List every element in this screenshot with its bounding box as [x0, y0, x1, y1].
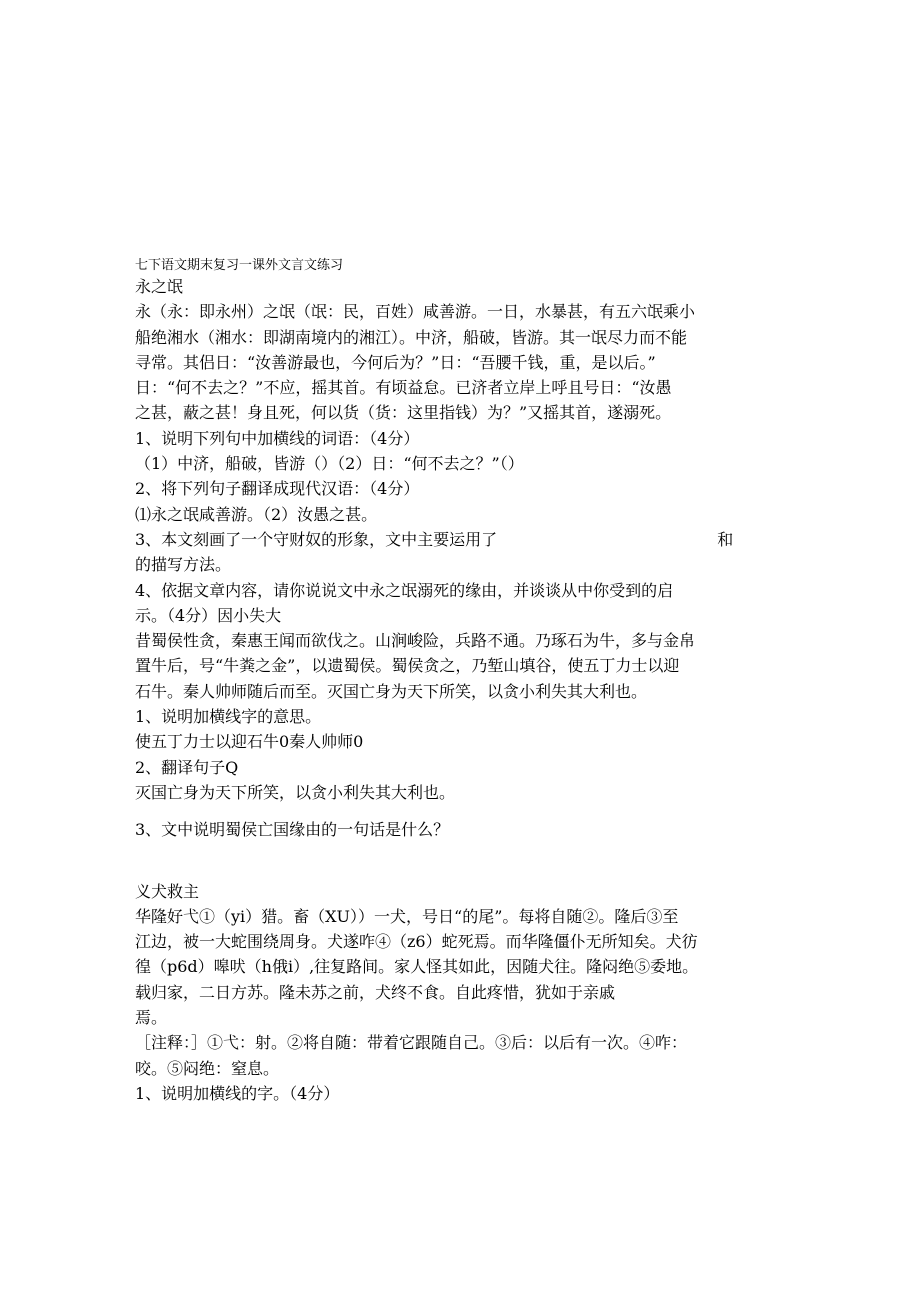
passage-line: 徨（p6d）嗥吠（h俄i）,往复路间。家人怪其如此，因随犬往。隆闷绝⑤委地。: [135, 957, 699, 977]
passage-line: 江边，被一大蛇围绕周身。犬遂咋④（z6）蛇死焉。而华隆僵仆无所知矣。犬彷: [135, 932, 698, 952]
annotation-line: ［注释：］①弋：射。②将自随：带着它跟随自己。③后：以后有一次。④咋：: [135, 1033, 688, 1053]
passage-line: 置牛后，号“牛粪之金”，以遗蜀侯。蜀侯贪之，乃堑山填谷，使五丁力士以迎: [135, 656, 680, 676]
question-text: 1、说明加横线的字。（4分）: [135, 1083, 340, 1103]
question-text-with-blank: [135, 527, 815, 552]
question-text: 的描写方法。: [135, 555, 232, 575]
passage-line: 华隆好弋①（yi）猎。畜（XU））一犬，号日“的尾”。每将自随②。隆后③至: [135, 906, 679, 926]
question-text: 1、说明下列句中加横线的词语：（4分）: [135, 428, 420, 448]
question-text: 示。（4分）因小失大: [135, 605, 282, 625]
section-heading: 永之氓: [135, 277, 184, 296]
question-part: 3、本文刻画了一个守财奴的形象，文中主要运用了: [135, 529, 498, 549]
question-text: 3、文中说明蜀侯亡国缘由的一句话是什么？: [135, 820, 450, 840]
question-conjunction: 和: [717, 529, 734, 549]
question-text: 2、翻译句子Q: [135, 757, 239, 777]
document-title: 七下语文期末复习一课外文言文练习: [135, 258, 344, 273]
question-items: ⑴永之氓咸善游。（2）汝愚之甚。: [135, 504, 378, 524]
document-body: [135, 274, 815, 1106]
spacer: [135, 805, 815, 817]
passage-line: 寻常。其侣日：“汝善游最也，今何后为？”日：“吾腰千钱，重，是以后。”: [135, 352, 656, 372]
question-text: 1、说明加横线字的意思。: [135, 707, 322, 727]
passage-line: 之甚，蔽之甚！身且死，何以货（货：这里指钱）为？”又摇其首，遂溺死。: [135, 403, 672, 423]
passage-line: 焉。: [135, 1008, 168, 1028]
passage-line: 永（永：即永州）之氓（氓：民，百姓）咸善游。一日，水暴甚，有五六氓乘小: [135, 302, 696, 322]
passage-line: 昔蜀侯性贪，秦惠王闻而欲伐之。山涧峻险，兵路不通。乃琢石为牛，多与金帛: [135, 631, 696, 651]
passage-line: 船绝湘水（湘水：即湖南境内的湘江）。中济，船破，皆游。其一氓尽力而不能: [135, 327, 688, 347]
question-text: 4、依据文章内容，请你说说文中永之氓溺死的缘由，并谈谈从中你受到的启: [135, 580, 674, 600]
question-text: 2、将下列句子翻译成现代汉语：（4分）: [135, 479, 420, 499]
passage-line: 日：“何不去之？”不应，摇其首。有顷益怠。已济者立岸上呼且号日：“汝愚: [135, 378, 672, 398]
spacer: [135, 843, 815, 879]
annotation-line: 咬。⑤闷绝：窒息。: [135, 1058, 280, 1078]
passage-line: 载归家，二日方苏。隆未苏之前，犬终不食。自此疼惜，犹如于亲戚: [135, 982, 616, 1002]
question-items: 灭国亡身为天下所笑，以贪小利失其大利也。: [135, 782, 456, 802]
question-items: 使五丁力士以迎石牛0秦人帅师0: [135, 732, 364, 752]
passage-line: 石牛。秦人帅师随后而至。灭国亡身为天下所笑，以贪小利失其大利也。: [135, 681, 648, 701]
question-items: （1）中济，船破，皆游（）（2）日：“何不去之？”（）: [135, 454, 524, 474]
section-heading: 义犬救主: [135, 881, 200, 901]
